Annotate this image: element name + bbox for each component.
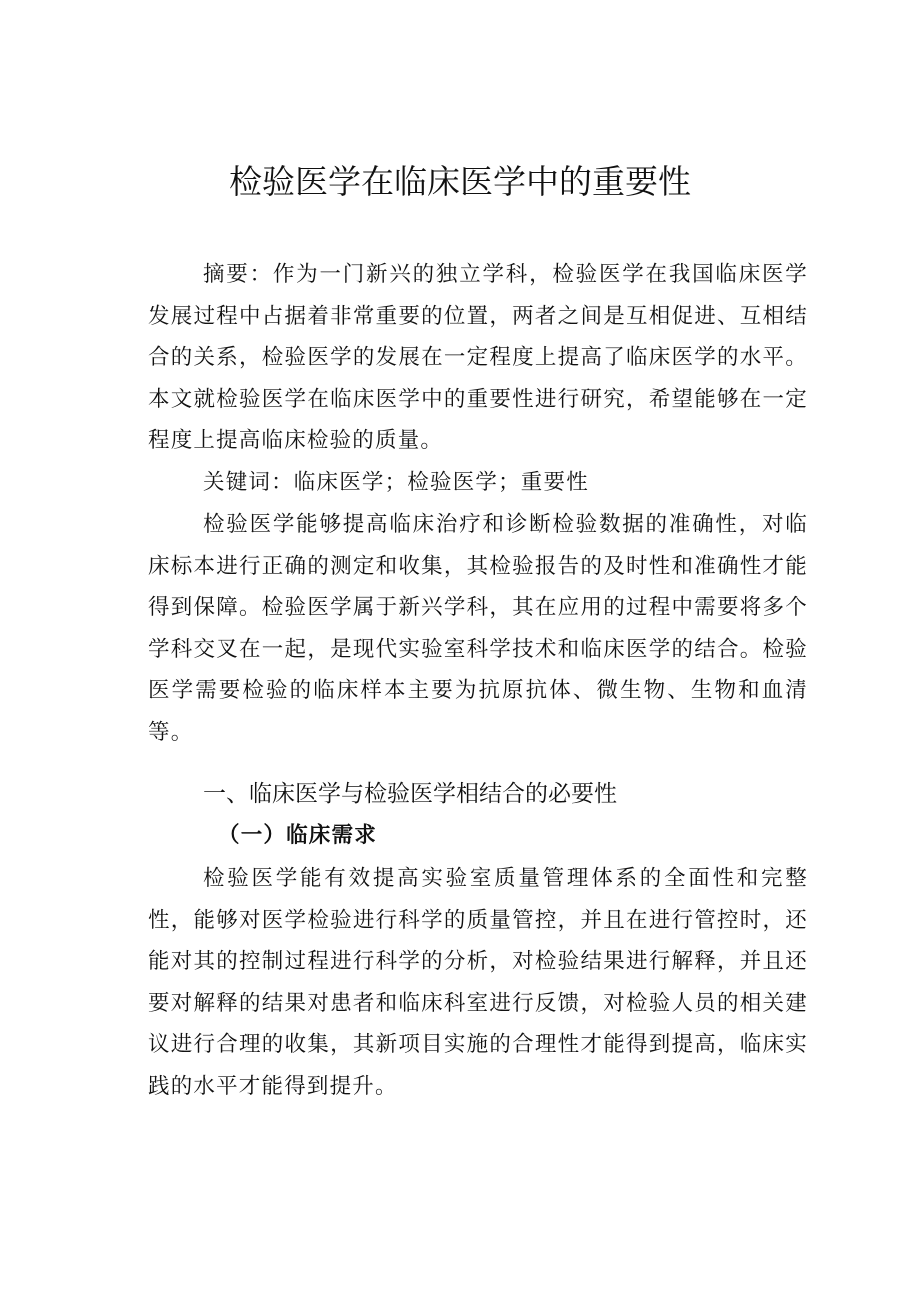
subsection-paragraph: 检验医学能有效提高实验室质量管理体系的全面性和完整性，能够对医学检验进行科学的质量管控，并且在进行管控时，还能对其的控制过程进行科学的分析，对检验结果进行解释，并且还要对解释的结果对患者和临床科室进行反馈，对检验人员的相关建议进行合理的收集，其新项目实施的合理性才能得到提高，临床实践的水平才能得到提升。: [148, 866, 808, 1099]
document-title: 检验医学在临床医学中的重要性: [229, 162, 691, 201]
intro-paragraph: 检验医学能够提高临床治疗和诊断检验数据的准确性，对临床标本进行正确的测定和收集，其检验报告的及时性和准确性才能得到保障。检验医学属于新兴学科，其在应用的过程中需要将多个学科交叉在一起，是现代实验室科学技术和临床医学的结合。检验医学需要检验的临床样本主要为抗原抗体、微生物、生物和血清等。: [148, 512, 808, 745]
abstract-paragraph: 摘要：作为一门新兴的独立学科，检验医学在我国临床医学发展过程中占据着非常重要的位置，两者之间是互相促进、互相结合的关系，检验医学的发展在一定程度上提高了临床医学的水平。本文就检验医学在临床医学中的重要性进行研究，希望能够在一定程度上提高临床检验的质量。: [148, 262, 808, 454]
subsection-heading: （一）临床需求: [218, 823, 377, 848]
section-heading: 一、临床医学与检验医学相结合的必要性: [203, 781, 617, 807]
keywords-line: 关键词：临床医学；检验医学；重要性: [203, 470, 589, 495]
